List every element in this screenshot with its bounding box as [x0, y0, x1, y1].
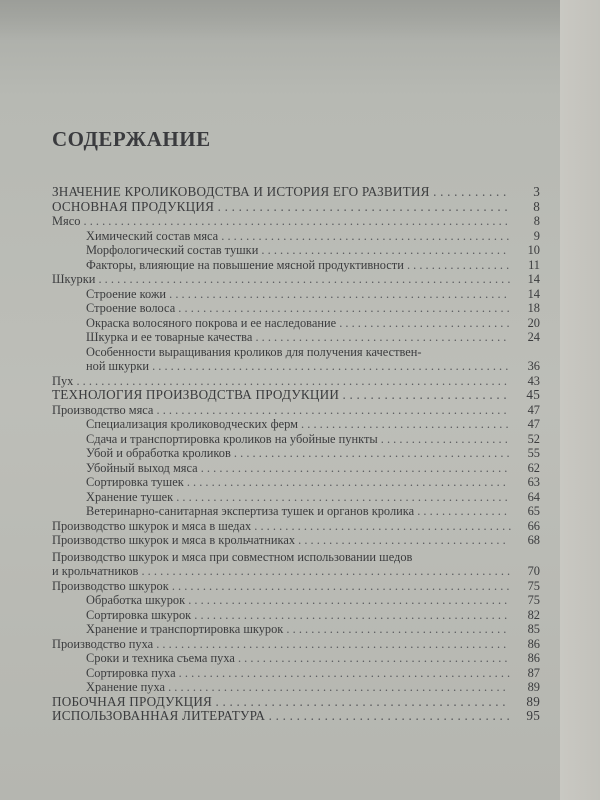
dot-leader: . . . . . . . . . . . . . . . . . . . . . . . . . . . . . . . . . . . . . . . . . . . . — [234, 651, 508, 665]
toc-entry-line: Особенности выращивания кроликов для получения качествен- — [86, 344, 422, 359]
toc-entry-title: Шкурки — [52, 272, 96, 286]
toc-page-number: 75 — [527, 578, 540, 593]
dot-leader: . . . . . . . . . . . . . . . . . . . . . . . . . . . . . . . . . . . . . . . . . . . . . . . . . . — [197, 460, 508, 475]
dot-leader: . . . . . . . . . . . . . . . . . . . . . . . . . . . . . . . . . . . . . . . . . . . . . . . . . . . . — [183, 475, 506, 489]
toc-page-number: 70 — [527, 564, 540, 578]
toc-page-number: 8 — [533, 214, 540, 228]
toc-page-number: 66 — [527, 518, 540, 533]
dot-leader: . . . . . . . . . . . . . . . . . . . . . . . . . . . . . . . . . . . . . . . . . . . . . . . . . . . . . . . . . . — [148, 359, 509, 373]
toc-entry — [52, 432, 540, 447]
toc-entry-title: Производство мяса — [52, 402, 154, 417]
dot-leader: . . . . . . . . . . . . . . . . . . . . . . . . . . . . . . . . . . . . . . . . . . . . . . . . . . . . . . — [175, 665, 511, 680]
toc-entry — [52, 533, 540, 548]
toc-entry — [52, 258, 540, 273]
toc-page-number: 43 — [527, 373, 540, 388]
toc-entry-title: Производство пуха — [52, 636, 154, 651]
table-of-contents — [52, 185, 540, 724]
toc-entry — [52, 504, 540, 519]
toc-entry — [52, 287, 540, 302]
toc-entry-title: Убойный выход мяса — [86, 460, 198, 475]
toc-entry-title: ТЕХНОЛОГИЯ ПРОИЗВОДСТВА ПРОДУКЦИИ — [52, 387, 340, 402]
toc-entry-title: ной шкурки — [86, 359, 149, 373]
toc-entry — [52, 388, 540, 403]
page-title: СОДЕРЖАНИЕ — [52, 127, 211, 151]
toc-entry-title: Сдача и транспортировка кроликов на убойные пункты — [86, 431, 378, 446]
toc-page-number: 47 — [527, 417, 540, 431]
toc-entry — [52, 637, 540, 652]
toc-entry-title: Ветеринарно-санитарная экспертиза тушек и органов кролика — [86, 504, 415, 518]
dot-leader: . . . . . . . . . . . . . . . . . . . . . . . . . . . . . . . . . . . . . . . . . . . . . . . . . . . . . . . . . — [153, 636, 507, 651]
toc-entry — [52, 243, 540, 258]
toc-entry-title: Химический состав мяса — [86, 228, 219, 243]
dot-leader: . . . . . . . . . . . . . . . . . . . . . . . . . . . . . . . . . . . . . . . . . . . . . . . . . . . — [191, 607, 508, 622]
toc-entry-title: Факторы, влияющие на повышение мясной продуктивности — [86, 257, 404, 272]
dot-leader: . . . . . . . . . . . . . . . . . . . . . . . . . . . . . . . . . . . . . . . . . . . . . — [230, 446, 510, 460]
toc-entry — [52, 316, 540, 331]
toc-page-number: 24 — [527, 330, 540, 344]
toc-entry-title: Производство шкурок — [52, 578, 169, 593]
toc-entry-title: Сортировка тушек — [86, 475, 184, 489]
toc-entry — [52, 403, 540, 418]
dot-leader: . . . . . . . . . . . . . . . . . . . . . . . . . . . . . . . . . . . . . . . . . . . . . . . . . . . . . . . . . — [153, 402, 507, 417]
toc-entry — [52, 680, 540, 695]
toc-page-number: 47 — [527, 402, 540, 417]
page-shadow — [0, 0, 600, 40]
dot-leader: . . . . . . . . . . . . . . . . . . . . . . . . . . . . . . . . . . . . . . . . . . . . . . . . . . . . . . . — [168, 578, 510, 593]
toc-page-number: 86 — [527, 636, 540, 651]
dot-leader: . . . . . . . . . . . . . . . . . . . . . . . . . . . . . . . . . . . . — [283, 622, 507, 636]
toc-entry — [52, 490, 540, 505]
dot-leader: . . . . . . . . . . . . . . . . . — [403, 257, 510, 272]
toc-entry-title: Пух — [52, 373, 74, 388]
toc-entry — [52, 519, 540, 534]
dot-leader: . . . . . . . . . . . . . . . . . . . . . . . . . . . . . . . . . . . . . . . . . . . . . . . . . . . . . . . . . . . . . . . . . . . . . — [80, 214, 508, 228]
toc-page-number: 89 — [527, 680, 540, 694]
toc-entry — [52, 593, 540, 608]
toc-page-number: 8 — [533, 198, 540, 214]
toc-page-number: 36 — [527, 359, 540, 373]
toc-page-number: 87 — [527, 665, 540, 680]
toc-entry — [52, 608, 540, 623]
toc-entry — [52, 461, 540, 476]
toc-page-number: 68 — [527, 533, 540, 547]
next-page-edge — [560, 0, 600, 800]
toc-entry-title: Обработка шкурок — [86, 593, 186, 607]
toc-page-number: 20 — [527, 315, 540, 330]
dot-leader: . . . . . . . . . . . . . . . . . . . . . . . . . . . . . . . . . . . . . . . . . . . . . . . . . . . . . . . — [165, 680, 506, 694]
dot-leader: . . . . . . . . . . . . . . . . . . . . . . . . . . . . . . . . . . . . . . . . . . . . . . . . . . . . . . . . . . . . — [138, 564, 511, 578]
toc-page-number: 45 — [526, 387, 540, 402]
dot-leader: . . . . . . . . . . . . . . . . . . . . . . . . . . . . . . . . . . . . . . . . — [258, 243, 507, 257]
toc-page-number: 9 — [533, 228, 540, 243]
dot-leader: . . . . . . . . . . . . . . . . . . . . . . . . — [339, 387, 507, 402]
toc-entry-line: Производство шкурок и мяса при совместном использовании шедов — [52, 549, 413, 564]
toc-entry — [52, 272, 540, 287]
toc-entry — [52, 417, 540, 432]
toc-entry-title: Мясо — [52, 214, 81, 228]
toc-entry-title: ОСНОВНАЯ ПРОДУКЦИЯ — [52, 198, 215, 214]
toc-entry — [52, 666, 540, 681]
toc-entry-title: Производство шкурок и мяса в крольчатниках — [52, 533, 296, 547]
toc-page-number: 18 — [527, 301, 540, 315]
dot-leader: . . . . . . . . . . . . . . . . . . . . . . . . . . . . . . . . . . . . . . . . . . . . . . . . . . . . . . . — [166, 286, 507, 301]
toc-entry-title: Специализация кролиководческих ферм — [86, 417, 298, 431]
toc-entry-title: ЗНАЧЕНИЕ КРОЛИКОВОДСТВА И ИСТОРИЯ ЕГО РАЗВИТИЯ — [52, 184, 430, 199]
dot-leader: . . . . . . . . . . . . . . . . . . . . . . . . . . . . — [336, 315, 510, 330]
dot-leader: . . . . . . . . . . . . . . . . . . . . . . . . . . . . . . . . . . — [297, 417, 509, 431]
toc-entry — [52, 579, 540, 594]
toc-page-number: 64 — [527, 489, 540, 504]
toc-entry — [52, 301, 540, 316]
toc-entry — [52, 622, 540, 637]
dot-leader: . . . . . . . . . . . . . . . . . . . . . . . . . . . . . . . . . . . . . . . . . . . . . . . — [218, 228, 510, 243]
toc-entry-title: Шкурка и ее товарные качества — [86, 330, 253, 344]
toc-entry — [52, 564, 540, 579]
toc-entry — [52, 709, 540, 724]
toc-entry — [52, 330, 540, 345]
dot-leader: . . . . . . . . . . . . . . . . . . . . . . . . . . . . . . . . . . . . . . . . . . — [251, 518, 512, 533]
dot-leader: . . . . . . . . . . . — [429, 184, 507, 199]
toc-entry-title: Строение волоса — [86, 301, 176, 315]
dot-leader: . . . . . . . . . . . . . . . . . . . . . . . . . . . . . . . . . . . . . . . . . . . . . . . . . . . . . . — [175, 301, 510, 315]
toc-entry-title: ПОБОЧНАЯ ПРОДУКЦИЯ — [52, 693, 213, 709]
toc-entry — [52, 214, 540, 229]
toc-entry-title: Строение кожи — [86, 286, 167, 301]
toc-entry-title: Хранение тушек — [86, 489, 174, 504]
toc-page-number: 14 — [527, 286, 540, 301]
toc-entry — [52, 229, 540, 244]
toc-page-number: 65 — [527, 504, 540, 518]
toc-page-number: 86 — [527, 651, 540, 665]
dot-leader: . . . . . . . . . . . . . . . . . . . . . . . . . . . . . . . . . . . . . . . . . . . . . . . . . . . . — [185, 593, 508, 607]
dot-leader: . . . . . . . . . . . . . . . — [414, 504, 508, 518]
toc-page-number: 89 — [526, 693, 540, 709]
toc-entry — [52, 374, 540, 389]
toc-page-number: 75 — [527, 593, 540, 607]
toc-entry-title: Убой и обработка кроликов — [86, 446, 231, 460]
toc-page-number: 10 — [527, 243, 540, 257]
toc-entry-title: Окраска волосяного покрова и ее наследование — [86, 315, 337, 330]
toc-page-number: 85 — [527, 622, 540, 636]
toc-page-number: 95 — [526, 708, 540, 723]
toc-page-number: 82 — [527, 607, 540, 622]
toc-entry — [52, 200, 540, 215]
toc-entry — [52, 651, 540, 666]
dot-leader: . . . . . . . . . . . . . . . . . . . . . . . . . . . . . . . . . . . . . . . . . . — [214, 198, 508, 214]
toc-page-number: 3 — [533, 184, 540, 199]
dot-leader: . . . . . . . . . . . . . . . . . . . . . . . . . . . . . . . . . . . — [265, 708, 510, 723]
toc-entry-title: Сортировка пуха — [86, 665, 176, 680]
dot-leader: . . . . . . . . . . . . . . . . . . . . . . . . . . . . . . . . . . . . . . . . . — [252, 330, 507, 344]
toc-page-number: 52 — [527, 431, 540, 446]
toc-entry-title: Морфологический состав тушки — [86, 243, 259, 257]
toc-entry — [52, 446, 540, 461]
toc-page-number: 63 — [527, 475, 540, 489]
dot-leader: . . . . . . . . . . . . . . . . . . . . . . . . . . . . . . . . . . . . . . . . . . . . . . . . . . . . . . . . . . . . . . . . . . . . . . — [73, 373, 508, 388]
toc-entry-title: Сроки и техника съема пуха — [86, 651, 235, 665]
toc-entry — [52, 695, 540, 710]
toc-entry — [52, 359, 540, 374]
toc-entry-title: ИСПОЛЬЗОВАННАЯ ЛИТЕРАТУРА — [52, 708, 266, 723]
toc-entry-title: Производство шкурок и мяса в шедах — [52, 518, 252, 533]
dot-leader: . . . . . . . . . . . . . . . . . . . . . . . . . . . . . . . . . . . . . . . . . . . . . . . . . . . . . . . . . . . . . . . . . . . — [95, 272, 511, 286]
toc-page-number: 11 — [528, 257, 540, 272]
toc-entry-title: Сортировка шкурок — [86, 607, 192, 622]
dot-leader: . . . . . . . . . . . . . . . . . . . . . — [377, 431, 508, 446]
toc-entry — [52, 185, 540, 200]
dot-leader: . . . . . . . . . . . . . . . . . . . . . . . . . . . . . . . . . . — [295, 533, 506, 547]
toc-entry-title: Хранение пуха — [86, 680, 165, 694]
dot-leader: . . . . . . . . . . . . . . . . . . . . . . . . . . . . . . . . . . . . . . . . . . . . . . . . . . . . . . — [173, 489, 508, 504]
dot-leader: . . . . . . . . . . . . . . . . . . . . . . . . . . . . . . . . . . . . . . . . . . — [212, 693, 506, 709]
toc-page-number: 55 — [527, 446, 540, 460]
toc-entry — [52, 475, 540, 490]
toc-page-number: 62 — [527, 460, 540, 475]
toc-entry-title: Хранение и транспортировка шкурок — [86, 622, 284, 636]
toc-entry-title: и крольчатников — [52, 564, 139, 578]
toc-page-number: 14 — [527, 272, 540, 286]
